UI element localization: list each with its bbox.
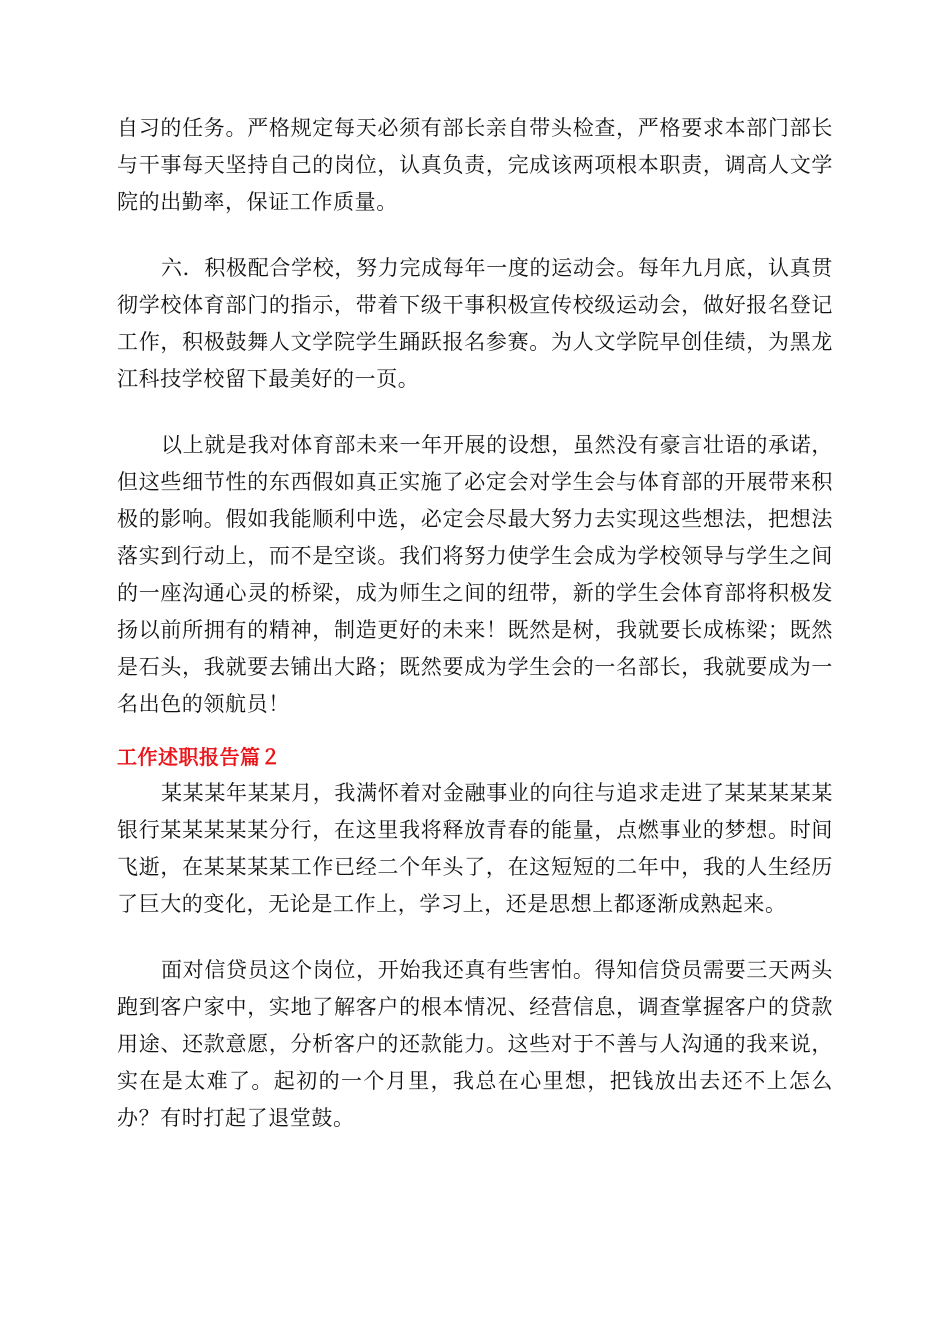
document-page (117, 110, 833, 1137)
paragraph-conclusion: 以上就是我对体育部未来一年开展的设想，虽然没有豪言壮语的承诺，但这些细节性的东西假如真正实施了必定会对学生会与体育部的开展带来积极的影响。假如我能顺利中选，必定会尽最大努力去实现这些想法，把想法落实到行动上，而不是空谈。我们将努力使学生会成为学校领导与学生之间的一座沟通心灵的桥梁，成为师生之间的纽带，新的学生会体育部将积极发扬以前所拥有的精神，制造更好的未来！既然是树，我就要长成栋梁；既然是石头，我就要去铺出大路；既然要成为学生会的一名部长，我就要成为一名出色的领航员！ (117, 433, 833, 716)
paragraph-credit-officer: 面对信贷员这个岗位，开始我还真有些害怕。得知信贷员需要三天两头跑到客户家中，实地了解客户的根本情况、经营信息，调查掌握客户的贷款用途、还款意愿，分析客户的还款能力。这些对于不善与人沟通的我来说，实在是太难了。起初的一个月里，我总在心里想，把钱放出去还不上怎么办？有时打起了退堂鼓。 (117, 958, 833, 1130)
paragraph-continuation: 自习的任务。严格规定每天必须有部长亲自带头检查，严格要求本部门部长与干事每天坚持自己的岗位，认真负责，完成该两项根本职责，调高人文学院的出勤率，保证工作质量。 (117, 116, 833, 214)
paragraph-sports-meet: 六．积极配合学校，努力完成每年一度的运动会。每年九月底，认真贯彻学校体育部门的指示，带着下级干事积极宣传校级运动会，做好报名登记工作，积极鼓舞人文学院学生踊跃报名参赛。为人文学院早创佳绩，为黑龙江科技学校留下最美好的一页。 (117, 256, 833, 391)
paragraph-intro-bank: 某某某年某某月，我满怀着对金融事业的向往与追求走进了某某某某某银行某某某某某分行，在这里我将释放青春的能量，点燃事业的梦想。时间飞逝，在某某某某工作已经二个年头了，在这短短的二年中，我的人生经历了巨大的变化，无论是工作上，学习上，还是思想上都逐渐成熟起来。 (117, 781, 833, 916)
section-heading: 工作述职报告篇２ (117, 745, 281, 769)
